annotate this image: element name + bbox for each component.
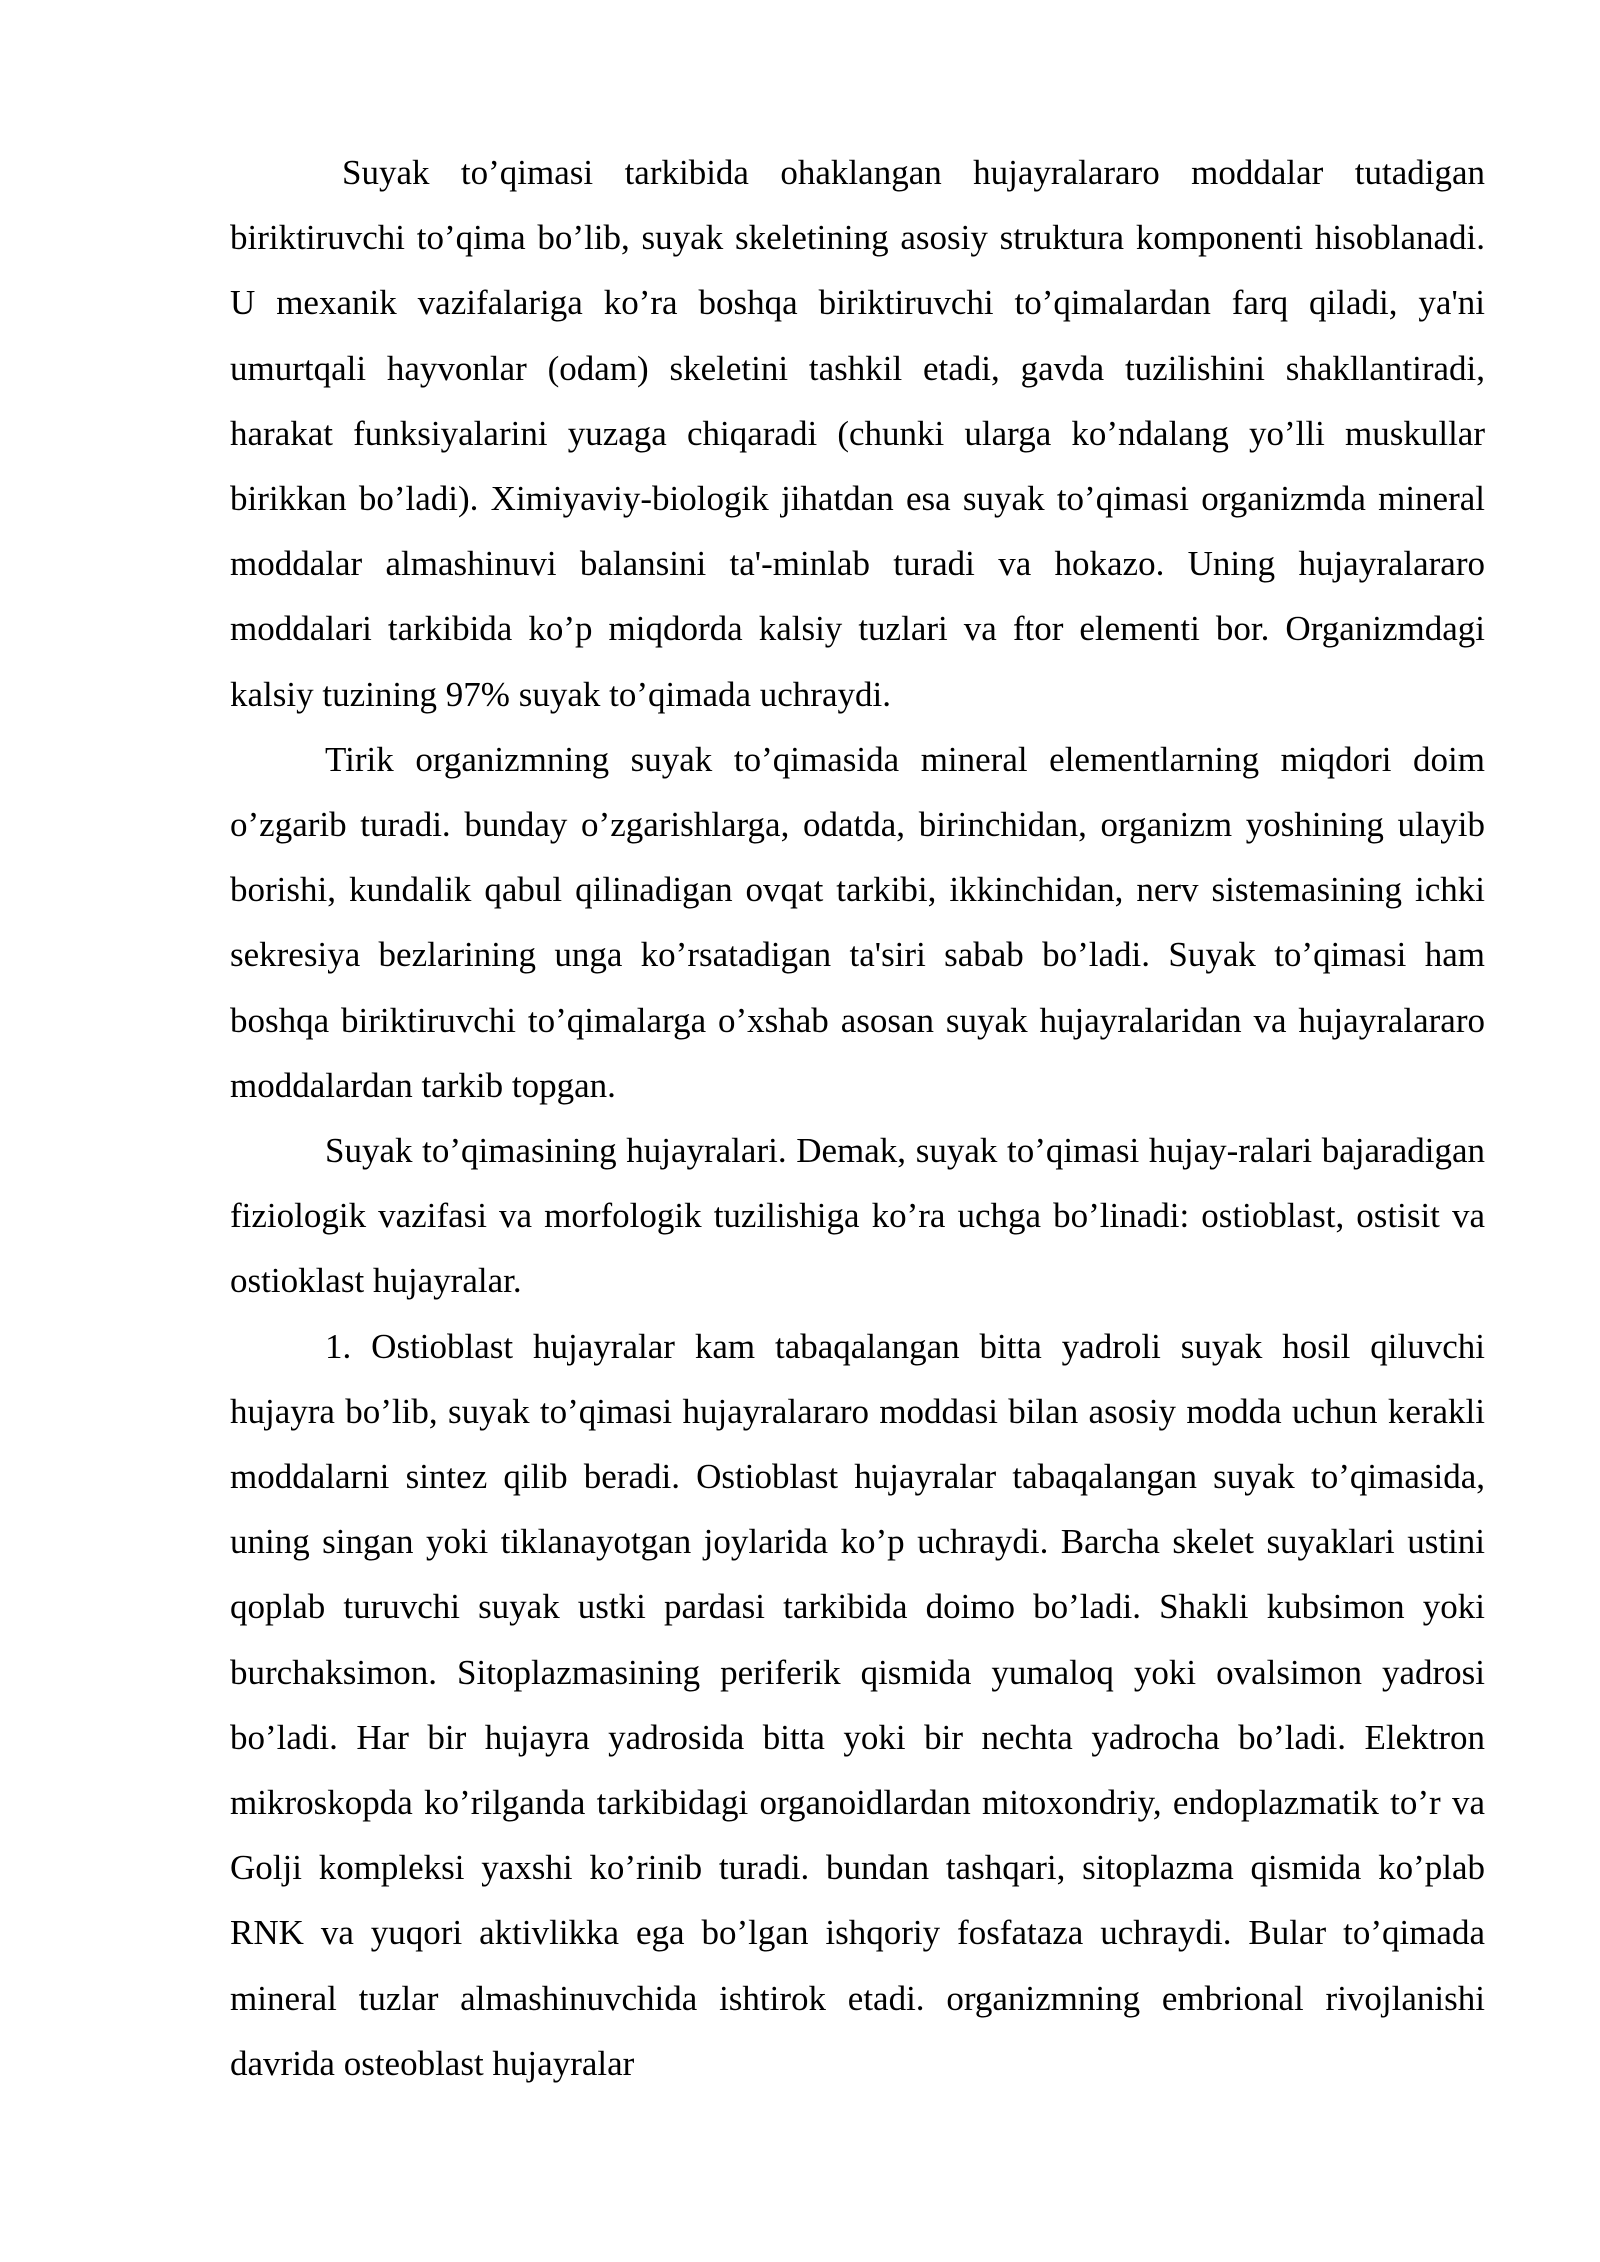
paragraph-bone-cells: Suyak to’qimasining hujayralari. Demak, suyak to’qimasi hujay-ralari bajaradigan fiziologik vazifasi va morfologik tuzilishiga ko’ra uchga bo’linadi: ostioblast, ostisit va ostioklast hujayralar. xyxy=(230,1131,1485,1301)
paragraph-osteoblast: 1. Ostioblast hujayralar kam tabaqalangan bitta yadroli suyak hosil qiluvchi hujayra bo’lib, suyak to’qimasi hujayralararo moddasi bilan asosiy modda uchun kerakli moddalarni sintez qilib beradi. Ostioblast hujayralar tabaqalangan suyak to’qimasida, uning singan yoki tiklanayotgan joylarida ko’p uchraydi. Barcha skelet suyaklari ustini qoplab turuvchi suyak ustki pardasi tarkibida doimo bo’ladi. Shakli kubsimon yoki burchaksimon. Sitoplazmasining periferik qismida yumaloq yoki ovalsimon yadrosi bo’ladi. Har bir hujayra yadrosida bitta yoki bir nechta yadrocha bo’ladi. Elektron mikroskopda ko’rilganda tarkibidagi organoidlardan mitoxondriy, endoplazmatik to’r va Golji kompleksi yaxshi ko’rinib turadi. bundan tashqari, sitoplazma qismida ko’plab RNK va yuqori aktivlikka ega bo’lgan ishqoriy fosfataza uchraydi. Bular to’qimada mineral tuzlar almashinuvchida ishtirok etadi. organizmning embrional rivojlanishi davrida osteoblast hujayralar xyxy=(230,1326,1485,2083)
paragraph-bone-tissue-intro: Suyak to’qimasi tarkibida ohaklangan hujayralararo moddalar tutadigan biriktiruvchi to’qima bo’lib, suyak skeletining asosiy struktura komponenti hisoblanadi. U mexanik vazifalariga ko’ra boshqa biriktiruvchi to’qimalardan farq qiladi, ya'ni umurtqali hayvonlar (odam) skeletini tashkil etadi, gavda tuzilishini shakllantiradi, harakat funksiyalarini yuzaga chiqaradi (chunki ularga ko’ndalang yo’lli muskullar birikkan bo’ladi). Ximiyaviy-biologik jihatdan esa suyak to’qimasi organizmda mineral moddalar almashinuvi balansini ta'-minlab turadi va hokazo. Uning hujayralararo moddalari tarkibida ko’p miqdorda kalsiy tuzlari va ftor elementi bor. Organizmdagi kalsiy tuzining 97% suyak to’qimada uchraydi. xyxy=(230,153,1485,714)
document-page xyxy=(230,140,1485,2096)
paragraph-mineral-changes: Tirik organizmning suyak to’qimasida mineral elementlarning miqdori doim o’zgarib turadi. bunday o’zgarishlarga, odatda, birinchidan, organizm yoshining ulayib borishi, kundalik qabul qilinadigan ovqat tarkibi, ikkinchidan, nerv sistemasining ichki sekresiya bezlarining unga ko’rsatadigan ta'siri sabab bo’ladi. Suyak to’qimasi ham boshqa biriktiruvchi to’qimalarga o’xshab asosan suyak hujayralaridan va hujayralararo moddalardan tarkib topgan. xyxy=(230,739,1485,1105)
